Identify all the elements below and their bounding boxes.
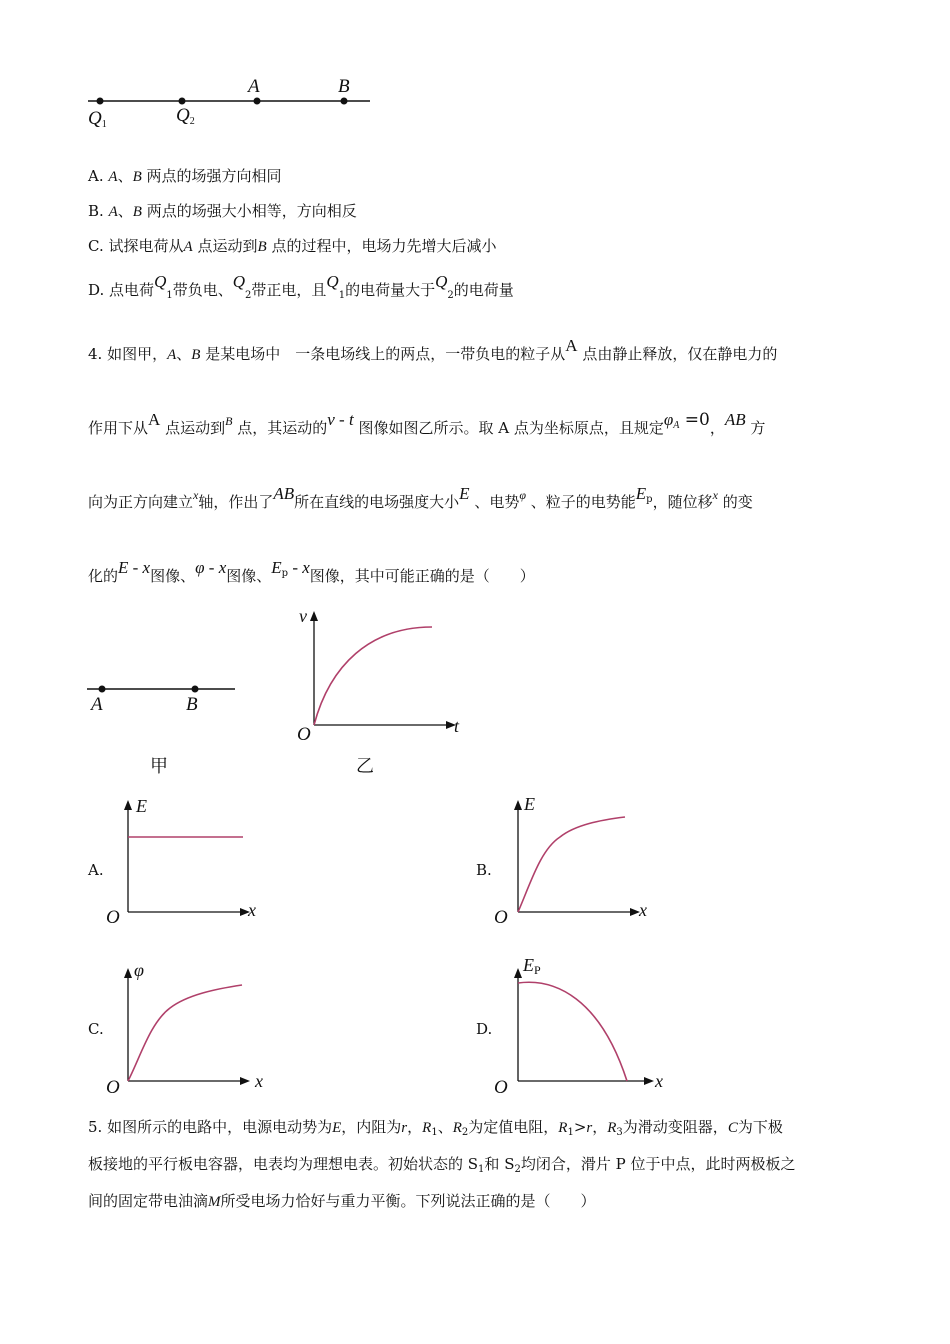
yi-label-o: O [297, 724, 311, 745]
q4-option-d-letter[interactable]: D. [476, 1020, 493, 1038]
jia-point-a [99, 686, 106, 693]
yi-caption: 乙 [356, 756, 374, 777]
point-q2 [179, 98, 186, 105]
charge-line-figure [80, 70, 380, 140]
q4-option-a-letter[interactable]: A. [88, 861, 104, 879]
label-a: A [248, 76, 260, 97]
c-x-arrow [240, 1077, 250, 1085]
b-curve [518, 817, 625, 912]
c-y-arrow [124, 968, 132, 978]
q4-line-3: 向为正方向建立$^x$轴，作出了AB所在直线的电场强度大小E 、电势$^\varphi$ 、粒子的电势能$E^p$，随位移$^x$ 的变 [88, 484, 753, 511]
d-x-arrow [644, 1077, 654, 1085]
point-a [254, 98, 261, 105]
jia-label-a: A [91, 694, 103, 715]
d-label-x: x [655, 1071, 663, 1091]
option-d-graph[interactable] [505, 963, 670, 1088]
q3-option-d[interactable]: D. 点电荷$Q_1$带负电、$Q_2$带正电，且$Q_1$的电荷量大于$Q_2$的电荷量 [88, 272, 514, 301]
b-label-e: E [524, 794, 535, 814]
q4-line-2: 作用下从A 点运动到$^B$ 点，其运动的v - t 图像如图乙所示。取 A 点为坐标原点，且规定$\varphi^A =0$，AB 方 [88, 410, 766, 437]
b-label-x: x [639, 900, 647, 920]
yi-y-arrow [310, 611, 318, 621]
label-q2: $Q_2$ [176, 105, 195, 127]
point-b [341, 98, 348, 105]
d-label-o: O [494, 1077, 508, 1098]
figure-yi [300, 605, 470, 740]
q4-line-4: 化的E - x图像、φ - x图像、$E^p$ - x图像，其中可能正确的是（ ） [88, 558, 535, 585]
a-label-x: x [248, 900, 256, 920]
q5-line-1: 5. 如图所示的电路中，电源电动势为E，内阻为r，$R_1$、$R_2$为定值电阻，$R_1>r$，$R_3$为滑动变阻器，C为下极 [88, 1118, 783, 1138]
jia-label-b: B [186, 694, 198, 715]
c-label-o: O [106, 1077, 120, 1098]
q5-line-2: 板接地的平行板电容器，电表均为理想电表。初始状态的 $S_1$和 $S_2$均闭合，滑片 P 位于中点，此时两极板之 [88, 1155, 796, 1175]
q4-line-1: 4. 如图甲，A、B 是某电场中 一条电场线上的两点，一带负电的粒子从A 点由静止释放，仅在静电力的 [88, 336, 778, 363]
point-q1 [97, 98, 104, 105]
c-label-phi: φ [134, 960, 144, 980]
d-label-ep: EP [523, 955, 541, 977]
label-q1: $Q_1$ [88, 108, 107, 130]
a-label-e: E [136, 796, 147, 816]
figure-jia [85, 675, 245, 705]
q5-line-3: 间的固定带电油滴M所受电场力恰好与重力平衡。下列说法正确的是（ ） [88, 1192, 596, 1210]
yi-label-v: v [299, 606, 307, 626]
d-y-arrow [514, 968, 522, 978]
b-y-arrow [514, 800, 522, 810]
a-label-o: O [106, 907, 120, 928]
q3-option-c[interactable]: C. 试探电荷从A 点运动到B 点的过程中，电场力先增大后减小 [88, 237, 497, 255]
a-y-arrow [124, 800, 132, 810]
d-curve [518, 982, 627, 1081]
q3-option-a[interactable]: A. A、B 两点的场强方向相同 [88, 167, 282, 185]
q4-option-b-letter[interactable]: B. [476, 861, 492, 879]
yi-vt-curve [314, 627, 432, 725]
q3-option-b[interactable]: B. A、B 两点的场强大小相等，方向相反 [88, 202, 357, 220]
option-c-graph[interactable] [115, 963, 265, 1088]
c-curve [128, 985, 242, 1081]
yi-label-t: t [454, 716, 460, 736]
q4-option-c-letter[interactable]: C. [88, 1020, 104, 1038]
jia-point-b [192, 686, 199, 693]
b-label-o: O [494, 907, 508, 928]
jia-caption: 甲 [150, 756, 168, 777]
label-b: B [338, 76, 350, 97]
c-label-x: x [255, 1071, 263, 1091]
